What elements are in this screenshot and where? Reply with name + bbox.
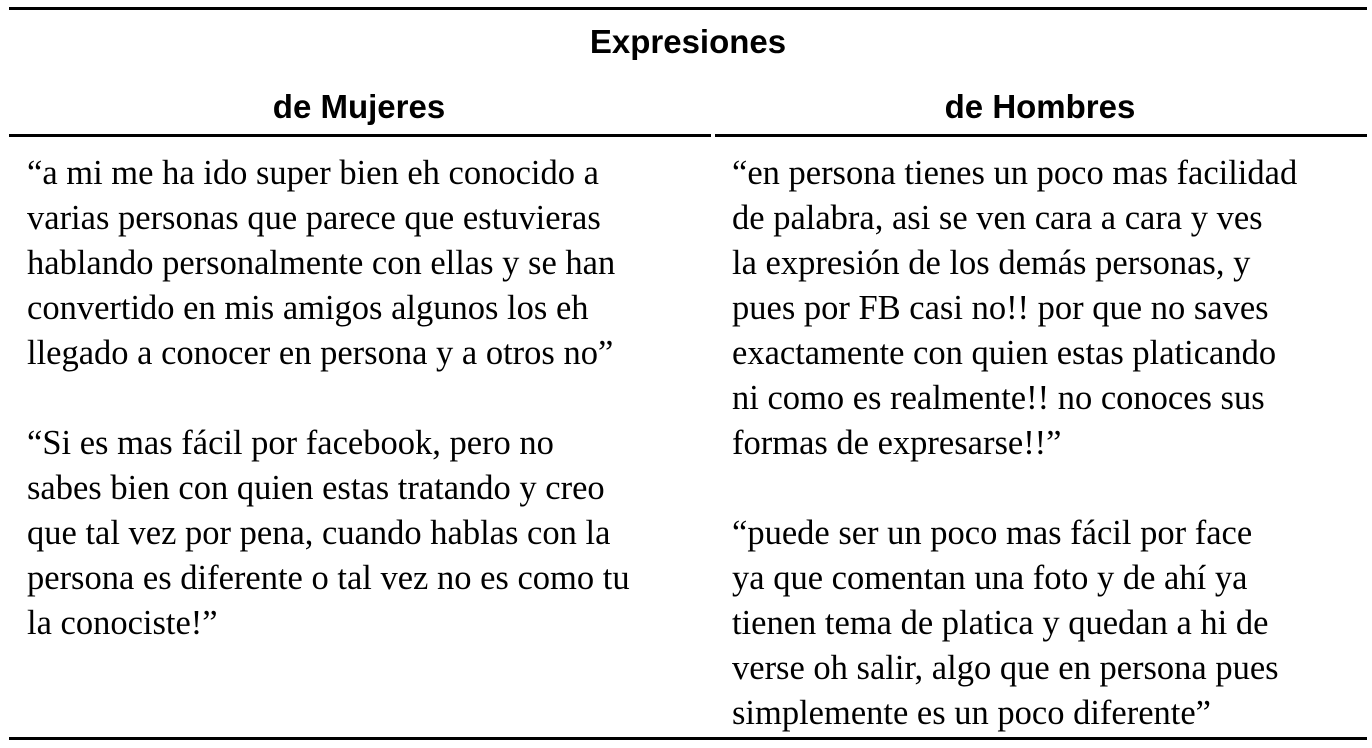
men-quotes-column	[732, 151, 1362, 736]
quote-line: verse oh salir, algo que en persona pues	[732, 649, 1279, 687]
women-quote-1	[27, 151, 707, 376]
women-quote-2	[27, 421, 707, 646]
quote-line: “a mi me ha ido super bien eh conocido a	[27, 154, 599, 192]
quote-line: tienen tema de platica y quedan a hi de	[732, 604, 1269, 642]
quote-line: convertido en mis amigos algunos los eh	[27, 289, 589, 327]
table-title: Expresiones	[589, 23, 787, 60]
quote-line: “puede ser un poco mas fácil por face	[732, 514, 1253, 552]
quote-line: exactamente con quien estas platicando	[732, 334, 1277, 372]
quote-line: que tal vez por pena, cuando hablas con la	[27, 514, 611, 552]
quote-line: pues por FB casi no!! por que no saves	[732, 289, 1269, 327]
quote-line: sabes bien con quien estas tratando y creo	[27, 469, 605, 507]
quote-line: formas de expresarse!!”	[732, 424, 1062, 462]
table-top-rule	[9, 7, 1367, 10]
quote-line: de palabra, asi se ven cara a cara y ves	[732, 199, 1263, 237]
quote-line: “Si es mas fácil por facebook, pero no	[27, 424, 554, 462]
quote-line: ya que comentan una foto y de ahí ya	[732, 559, 1248, 597]
quote-line: llegado a conocer en persona y a otros no”	[27, 334, 614, 372]
quote-line: persona es diferente o tal vez no es como tu	[27, 559, 630, 597]
header-rule-gap	[711, 134, 715, 137]
quote-line: ni como es realmente!! no conoces sus	[732, 379, 1265, 417]
column-header-men: de Hombres	[944, 88, 1136, 125]
quote-line: simplemente es un poco diferente”	[732, 694, 1211, 732]
column-header-women: de Mujeres	[272, 88, 446, 125]
quote-line: varias personas que parece que estuvieras	[27, 199, 601, 237]
table-bottom-rule	[9, 737, 1367, 740]
quote-line: la expresión de los demás personas, y	[732, 244, 1251, 282]
quote-line: hablando personalmente con ellas y se han	[27, 244, 616, 282]
header-rule	[9, 134, 1367, 137]
men-quote-1	[732, 151, 1362, 466]
quote-line: la conociste!”	[27, 604, 218, 642]
women-quotes-column	[27, 151, 707, 646]
quote-line: “en persona tienes un poco mas facilidad	[732, 154, 1298, 192]
men-quote-2	[732, 511, 1362, 736]
